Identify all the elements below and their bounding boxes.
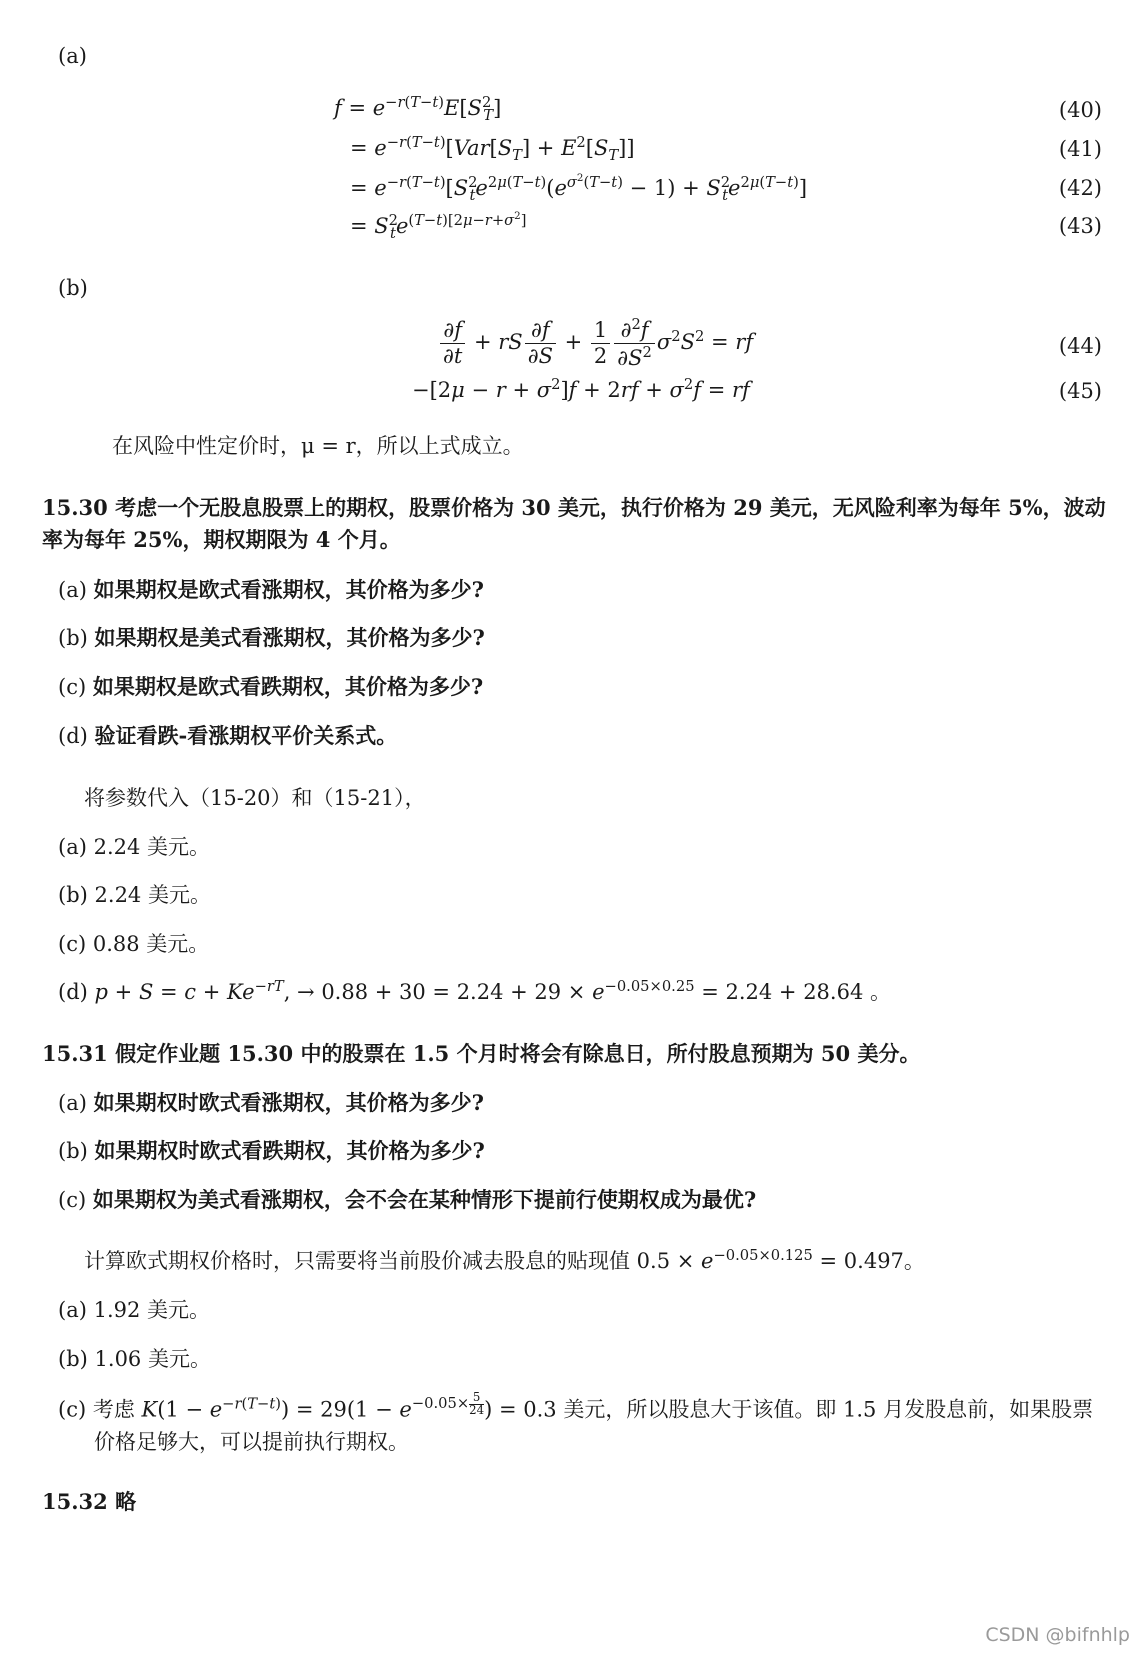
list-item: (b) 如果期权时欧式看跌期权，其价格为多少? — [58, 1138, 485, 1163]
list-item: (a) 如果期权时欧式看涨期权，其价格为多少? — [58, 1090, 484, 1115]
equation-44: $\frac{\partial f}{\partial t}$ + rS $\frac{\partial f}{\partial S}$ + $\frac{1}{2}$ $\frac{\partial^2f}{\partial S^2}$ $\sigma^2S^2$ = rf — [438, 316, 753, 371]
answer-intro: 将参数代入（15-20）和（15-21）， — [84, 786, 426, 810]
part-b-label: (b) — [58, 276, 88, 300]
equation-43: = $S^2_te^{(T-t)[2\mu-r+\sigma^2]}$ — [350, 210, 527, 243]
equation-45: $-[2\mu - r + \sigma^2]f + 2rf + \sigma^2f$ = rf — [412, 376, 750, 402]
list-item: (c) 如果期权是欧式看跌期权，其价格为多少? — [58, 674, 484, 699]
equation-42: = $e^{-r(T-t)}[S^2_te^{2\mu(T-t)}(e^{\sigma^2(T-t)} - 1) + S^2_te^{2\mu(T-t)}]$ — [350, 172, 808, 205]
part-a-label: (a) — [58, 44, 87, 68]
answer-item: (c) 0.88 美元。 — [58, 932, 210, 956]
answer-item: (b) 2.24 美元。 — [58, 883, 211, 907]
question-15-30-heading: 15.30 考虑一个无股息股票上的期权，股票价格为 30 美元，执行价格为 29 美元，无风险利率为每年 5%，波动 — [42, 495, 1106, 520]
equation-40: $f = e^{-r(T-t)}E[S^2_T]$ — [334, 94, 502, 125]
equation-number: (42) — [1058, 176, 1102, 200]
answer-item-d: (d) $p + S = c + Ke^{-rT}$, → $0.88 + 30 = 2.24 + 29 \times e^{-0.05\times 0.25} = 2.24 + 28.64$ 。 — [58, 978, 891, 1004]
answer-d-equation: $p + S = c + Ke^{-rT}$, → $0.88 + 30 = 2.24 + 29 \times e^{-0.05\times 0.25} = 2.24 + 28.64$ 。 — [94, 978, 891, 1004]
equation-number: (45) — [1058, 379, 1102, 403]
answer-item-c: (c) 考虑 $K(1 - e^{-r(T-t)}) = 29(1 - e^{-0.05\times \frac{5}{24}}$ ) = 0.3 美元，所以股息大于该值。即 1.5 月发股息前，如果股票 — [58, 1390, 1094, 1422]
answer-item-c-cont: 价格足够大，可以提前执行期权。 — [94, 1430, 409, 1454]
list-item: (c) 如果期权为美式看涨期权，会不会在某种情形下提前行使期权成为最优? — [58, 1187, 757, 1212]
question-15-30-heading-cont: 率为每年 25%，期权期限为 4 个月。 — [42, 527, 401, 552]
list-item: (b) 如果期权是美式看涨期权，其价格为多少? — [58, 625, 485, 650]
question-15-31-heading: 15.31 假定作业题 15.30 中的股票在 1.5 个月时将会有除息日，所付股息预期为 50 美分。 — [42, 1041, 921, 1066]
list-item: (a) 如果期权是欧式看涨期权，其价格为多少? — [58, 577, 484, 602]
equation-number: (41) — [1058, 137, 1102, 161]
answer-item: (a) 1.92 美元。 — [58, 1298, 211, 1322]
equation-number: (44) — [1058, 334, 1102, 358]
list-item: (d) 验证看跌-看涨期权平价关系式。 — [58, 723, 398, 748]
question-15-32: 15.32 略 — [42, 1489, 137, 1514]
equation-number: (40) — [1058, 98, 1102, 122]
equation-41: = $e^{-r(T-t)}[Var[S_T] + E^2[S_T]]$ — [350, 134, 635, 165]
answer-item: (a) 2.24 美元。 — [58, 835, 211, 859]
note-b: 在风险中性定价时，μ = r，所以上式成立。 — [112, 434, 524, 458]
answer-item: (b) 1.06 美元。 — [58, 1347, 211, 1371]
equation-number: (43) — [1058, 214, 1102, 238]
answer-intro: 计算欧式期权价格时，只需要将当前股价减去股息的贴现值 $0.5 \times e^{-0.05\times 0.125} = 0.497$。 — [84, 1247, 925, 1273]
watermark: CSDN @bifnhlp — [985, 1624, 1130, 1646]
